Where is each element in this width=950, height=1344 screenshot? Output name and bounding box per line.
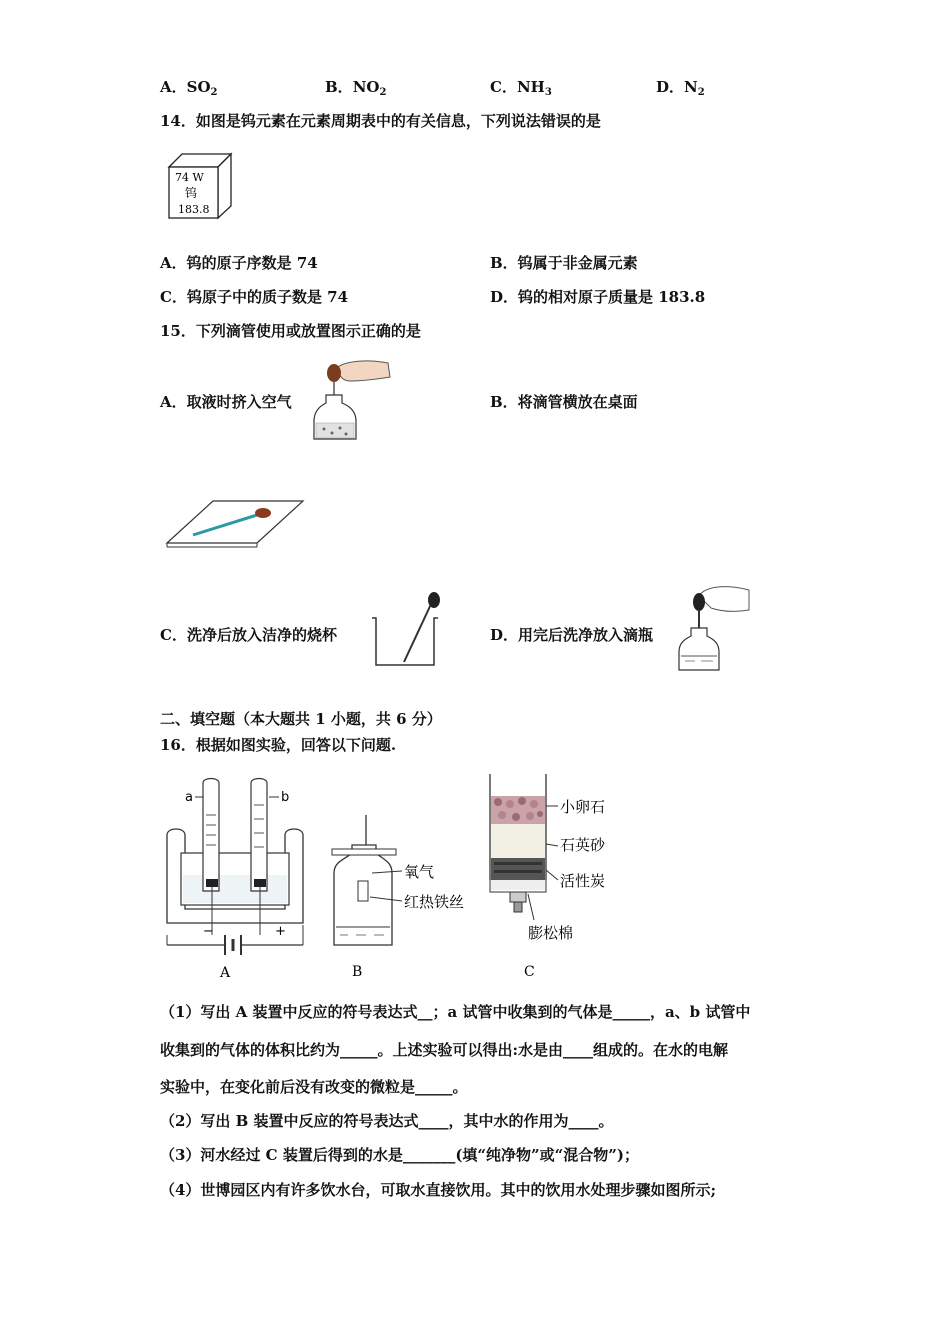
quartz-sand-label: 石英砂 (560, 836, 606, 854)
q15-option-c: C．洗净后放入洁净的烧杯 (160, 626, 337, 644)
q14-option-d: D．钨的相对原子质量是 183.8 (490, 288, 706, 306)
formula-main: NH (516, 78, 545, 96)
q15-option-a: A．取液时挤入空气 (160, 393, 292, 411)
tungsten-element-tile (165, 150, 235, 220)
q16-line-2: 收集到的气体的体积比约为_____。上述实验可以得出:水是由____组成的。在水的电解 (160, 1041, 729, 1059)
figure-c-water-filter (488, 770, 628, 982)
plus-sign: + (275, 924, 286, 939)
q15-option-d: D．用完后洗净放入滴瓶 (490, 626, 654, 644)
q13-option-a (160, 77, 218, 103)
q14-option-b: B．钨属于非金属元素 (490, 254, 638, 272)
formula-sub: 2 (210, 87, 218, 98)
activated-carbon-label: 活性炭 (560, 872, 606, 890)
dropper-in-beaker-figure (368, 592, 443, 670)
option-letter: D． (656, 78, 685, 96)
option-letter: A． (160, 78, 187, 96)
pebbles-label: 小卵石 (560, 798, 606, 816)
q16-line-1: （1）写出 A 装置中反应的符号表达式__；a 试管中收集到的气体是_____，a、b 试管中 (160, 1003, 751, 1021)
tube-b-label: b (281, 790, 290, 805)
oxygen-label: 氧气 (404, 863, 435, 881)
formula-main: N (684, 78, 698, 96)
formula-main: NO (352, 78, 380, 96)
figure-c-caption: C (524, 964, 535, 980)
formula-main: SO (186, 78, 211, 96)
q16-line-6: （4）世博园区内有许多饮水台，可取水直接饮用。其中的饮用水处理步骤如图所示; (160, 1181, 716, 1199)
q14-stem: 14．如图是钨元素在元素周期表中的有关信息，下列说法错误的是 (160, 112, 601, 130)
formula-sub: 2 (379, 87, 387, 98)
option-letter: C． (490, 78, 517, 96)
q15-stem: 15．下列滴管使用或放置图示正确的是 (160, 322, 421, 340)
cotton-label: 膨松棉 (528, 924, 574, 942)
q13-option-c (490, 77, 552, 103)
tile-name: 钨 (185, 186, 198, 200)
tile-number-symbol: 74 W (175, 171, 204, 184)
dropper-on-table-figure (165, 495, 307, 550)
q16-line-5: （3）河水经过 C 装置后得到的水是_______(填“纯净物”或“混合物”)； (160, 1146, 640, 1164)
q14-option-c: C．钨原子中的质子数是 74 (160, 288, 349, 306)
q15-option-b: B．将滴管横放在桌面 (490, 393, 638, 411)
formula-sub: 2 (697, 87, 705, 98)
tube-a-label: a (185, 790, 193, 805)
q16-line-4: （2）写出 B 装置中反应的符号表达式____，其中水的作用为____。 (160, 1112, 614, 1130)
figure-a-caption: A (220, 965, 231, 981)
option-letter: B． (325, 78, 353, 96)
formula-sub: 3 (544, 87, 552, 98)
figure-b-caption: B (352, 964, 363, 980)
figure-a-electrolysis (163, 775, 313, 985)
section-heading: 二、填空题（本大题共 1 小题，共 6 分） (160, 710, 442, 728)
q16-stem: 16．根据如图实验，回答以下问题. (160, 736, 397, 754)
q14-option-a: A．钨的原子序数是 74 (160, 254, 318, 272)
q13-option-b (325, 77, 386, 103)
dropper-air-figure (308, 355, 398, 445)
tile-mass: 183.8 (178, 203, 210, 216)
minus-sign: − (203, 924, 214, 939)
dropper-in-bottle-figure (675, 582, 755, 674)
figure-b-iron-in-oxygen (328, 815, 483, 985)
q16-line-3: 实验中，在变化前后没有改变的微粒是_____。 (160, 1078, 468, 1096)
q13-option-d (656, 77, 705, 103)
iron-wire-label: 红热铁丝 (404, 893, 465, 911)
